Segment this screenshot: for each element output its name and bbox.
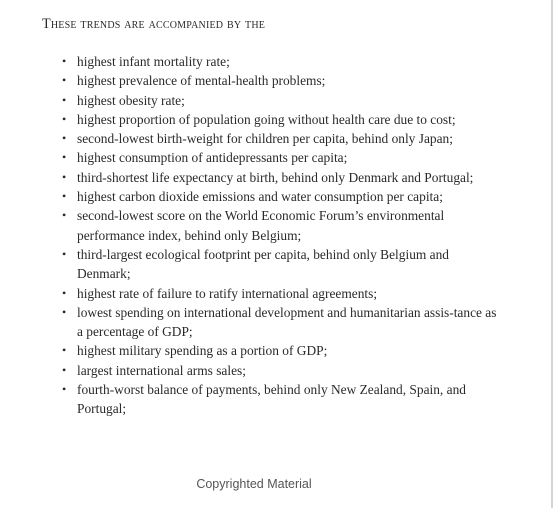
list-item: • largest international arms sales; xyxy=(77,361,497,380)
list-item: • highest carbon dioxide emissions and water consumption per capita; xyxy=(77,187,497,206)
list-item: • highest prevalence of mental-health problems; xyxy=(77,71,497,90)
list-item: • second-lowest score on the World Economic Forum’s environmental performance index, behind only Belgium; xyxy=(77,206,497,245)
page-edge-divider xyxy=(551,0,553,508)
list-item: • highest proportion of population going without health care due to cost; xyxy=(77,110,497,129)
list-item: • highest consumption of antidepressants per capita; xyxy=(77,148,497,167)
bullet-list xyxy=(77,52,497,419)
list-item: • second-lowest birth-weight for children per capita, behind only Japan; xyxy=(77,129,497,148)
list-item: • highest military spending as a portion of GDP; xyxy=(77,341,497,360)
copyright-footer: Copyrighted Material xyxy=(196,477,312,491)
list-item: • third-shortest life expectancy at birth, behind only Denmark and Portugal; xyxy=(77,168,497,187)
list-item: • highest infant mortality rate; xyxy=(77,52,497,71)
list-item: • lowest spending on international development and humanitarian assis-tance as a percentage of GDP; xyxy=(77,303,497,342)
intro-text: These trends are accompanied by the xyxy=(42,16,266,32)
list-item: • third-largest ecological footprint per capita, behind only Belgium and Denmark; xyxy=(77,245,497,284)
list-item: • highest obesity rate; xyxy=(77,91,497,110)
list-item: • highest rate of failure to ratify international agreements; xyxy=(77,284,497,303)
list-item: • fourth-worst balance of payments, behind only New Zealand, Spain, and Portugal; xyxy=(77,380,497,419)
